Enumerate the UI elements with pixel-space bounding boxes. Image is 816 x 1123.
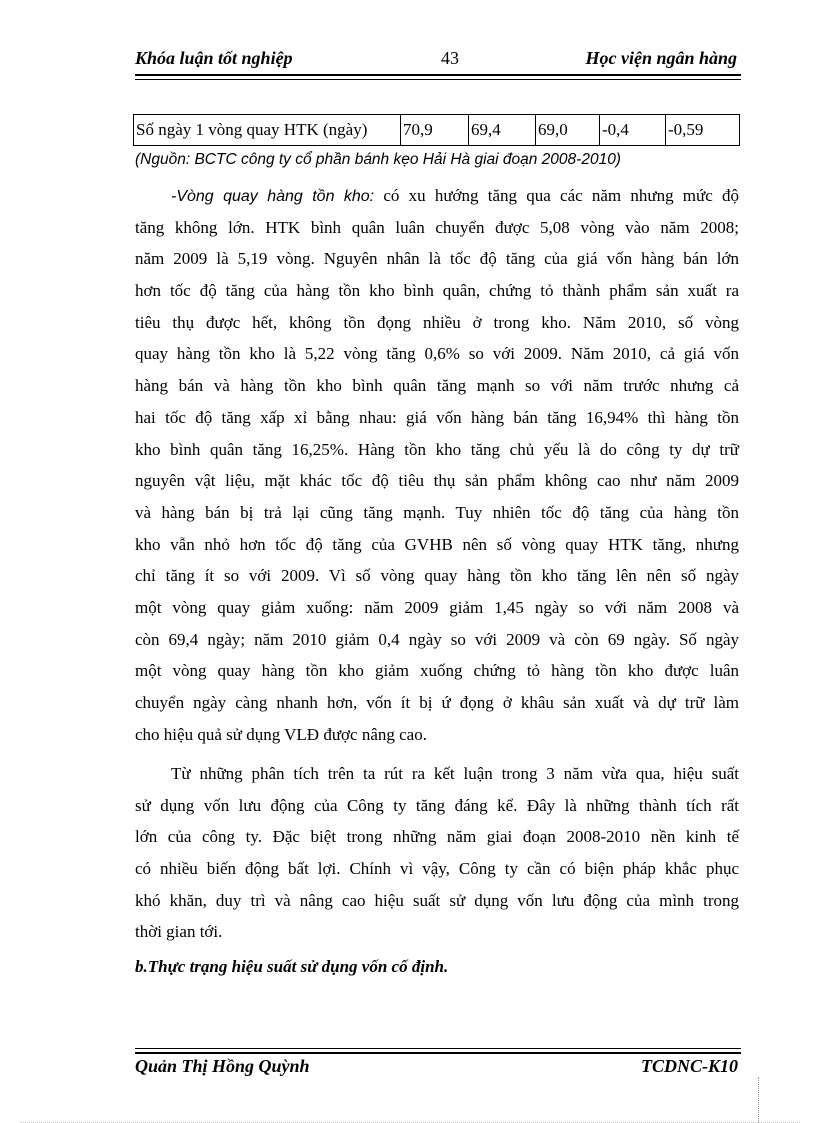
header-institution: Học viện ngân hàng [585, 48, 737, 68]
paragraph-line: hai tốc độ tăng xấp xỉ bằng nhau: giá vốn hàng bán tăng 16,94% thì hàng tồn [135, 407, 739, 427]
footer-rule-thin [135, 1048, 741, 1049]
table-cell: 70,9 [401, 115, 469, 146]
paragraph-line: lớn của công ty. Đặc biệt trong những năm giai đoạn 2008-2010 nền kinh tế [135, 827, 739, 847]
paragraph-line: chỉ tăng ít so với 2009. Vì số vòng quay hàng tồn kho tăng lên nên số ngày [135, 566, 739, 586]
footer-author: Quản Thị Hồng Quỳnh [135, 1056, 310, 1076]
paragraph-line: sử dụng vốn lưu động của Công ty tăng đáng kể. Đây là những thành tích rất [135, 795, 739, 815]
footer-rule-thick [135, 1052, 741, 1054]
paragraph-line: kho bình quân tăng 16,25%. Hàng tồn kho tăng chủ yếu là do công ty dự trữ [135, 439, 739, 459]
paragraph-line: tăng không lớn. HTK bình quân luân chuyển được 5,08 vòng vào năm 2008; [135, 217, 739, 237]
paragraph-inventory-turnover [135, 180, 739, 750]
table-row [134, 115, 740, 146]
inventory-days-table [133, 114, 740, 146]
paragraph-line: còn 69,4 ngày; năm 2010 giảm 0,4 ngày so với 2009 và còn 69 ngày. Số ngày [135, 629, 739, 649]
table-cell: 69,4 [469, 115, 536, 146]
paragraph-conclusion [135, 758, 739, 948]
table-cell: -0,59 [666, 115, 740, 146]
inventory-turnover-lead: -Vòng quay hàng tồn kho: [171, 188, 375, 205]
paragraph-line: một vòng quay hàng tồn kho giảm xuống chứng tỏ hàng tồn kho được luân [135, 661, 739, 681]
paragraph-line: và hàng bán bị trả lại cũng tăng mạnh. Tuy nhiên tốc độ tăng của hàng tồn [135, 502, 739, 522]
paragraph-line: quay hàng tồn kho là 5,22 vòng tăng 0,6% so với 2009. Năm 2010, cả giá vốn [135, 344, 739, 364]
page-header [135, 48, 737, 72]
header-rule-thick [135, 74, 741, 76]
page-corner-mark [758, 1077, 760, 1123]
paragraph-line: kho vẫn nhỏ hơn tốc độ tăng của GVHB nên số vòng quay HTK tăng, nhưng [135, 534, 739, 554]
table-cell-label: Số ngày 1 vòng quay HTK (ngày) [134, 115, 401, 146]
page-number: 43 [441, 48, 459, 68]
paragraph-line: Từ những phân tích trên ta rút ra kết luận trong 3 năm vừa qua, hiệu suất [171, 764, 739, 783]
table-cell: -0,4 [600, 115, 666, 146]
paragraph-line: thời gian tới. [135, 922, 223, 942]
header-rule-thin [135, 79, 741, 80]
paragraph-line: hàng bán và hàng tồn kho bình quân tăng mạnh so với năm trước nhưng cả [135, 376, 739, 396]
paragraph-line: cho hiệu quả sử dụng VLĐ được nâng cao. [135, 724, 427, 744]
table-cell: 69,0 [536, 115, 600, 146]
section-subheading: b.Thực trạng hiệu suất sử dụng vốn cố định. [135, 957, 449, 976]
paragraph-line: hơn tốc độ tăng của hàng tồn kho bình quân, chứng tỏ thành phẩm sản xuất ra [135, 281, 739, 301]
paragraph-line: nguyên vật liệu, mặt khác tốc độ tiêu thụ sản phẩm không cao như năm 2009 [135, 471, 739, 491]
footer-class-code: TCDNC-K10 [640, 1056, 738, 1076]
paragraph-line: một vòng quay giảm xuống: năm 2009 giảm 1,45 ngày so với năm 2008 và [135, 597, 739, 617]
paragraph-line: -Vòng quay hàng tồn kho: có xu hướng tăng qua các năm nhưng mức độ [171, 186, 740, 205]
paragraph-line: chuyển ngày càng nhanh hơn, vốn ít bị ứ đọng ở khâu sản xuất và dự trữ làm [135, 693, 739, 712]
source-note: (Nguồn: BCTC công ty cổ phần bánh kẹo Hải Hà giai đoạn 2008-2010) [135, 151, 621, 168]
paragraph-line: khó khăn, duy trì và nâng cao hiệu suất sử dụng vốn lưu động của mình trong [135, 890, 739, 910]
paragraph-line: tiêu thụ được hết, không tồn đọng nhiều ở trong kho. Năm 2010, số vòng [135, 312, 739, 332]
header-thesis-label: Khóa luận tốt nghiệp [135, 48, 293, 68]
paragraph-line: có nhiều biến động bất lợi. Chính vì vậy, Công ty cần có biện pháp khắc phục [135, 859, 739, 879]
paragraph-line: năm 2009 là 5,19 vòng. Nguyên nhân là tốc độ tăng của giá vốn hàng bán lớn [135, 249, 739, 269]
